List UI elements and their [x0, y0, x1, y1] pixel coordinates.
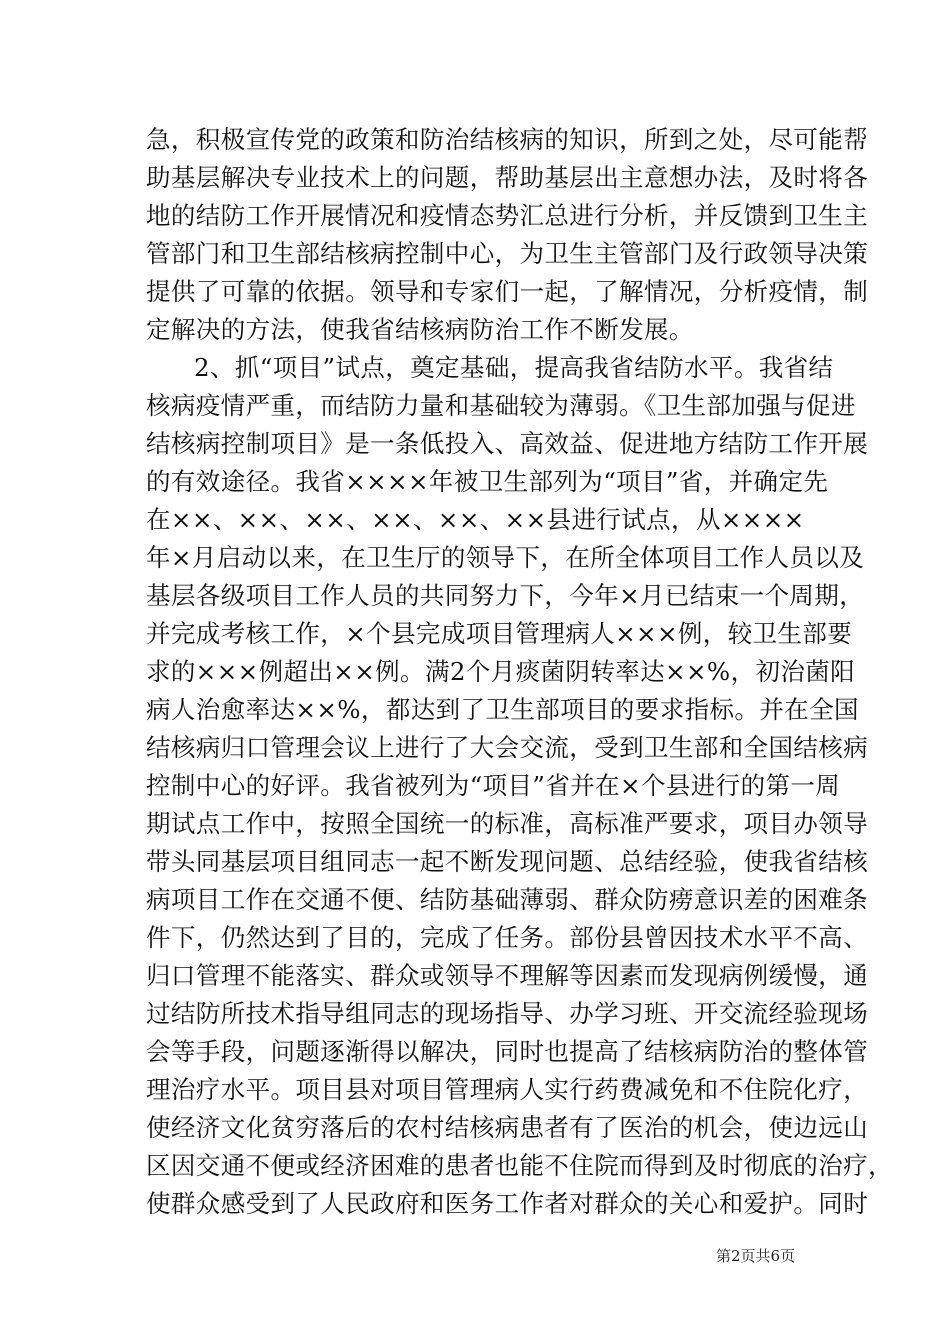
text-line: 件下，仍然达到了目的，完成了任务。部份县曾因技术水平不高、 — [146, 923, 869, 952]
text-line: 基层各级项目工作人员的共同努力下，今年×月已结束一个周期， — [146, 581, 865, 610]
text-line: 区因交通不便或经济困难的患者也能不住院而得到及时彻底的治疗， — [146, 1151, 893, 1180]
text-line: 病人治愈率达××%，都达到了卫生部项目的要求指标。并在全国 — [146, 695, 859, 724]
text-line: 理治疗水平。项目县对项目管理病人实行药费减免和不住院化疗， — [146, 1075, 869, 1104]
text-line: 地的结防工作开展情况和疫情态势汇总进行分析，并反馈到卫生主 — [146, 201, 869, 230]
text-line: 定解决的方法，使我省结核病防治工作不断发展。 — [146, 315, 694, 344]
text-line: 助基层解决专业技术上的问题，帮助基层出主意想办法，及时将各 — [146, 163, 869, 192]
text-line: 的有效途径。我省××××年被卫生部列为“项目”省，并确定先 — [146, 467, 829, 496]
text-line: 归口管理不能落实、群众或领导不理解等因素而发现病例缓慢，通 — [146, 961, 869, 990]
text-line: 并完成考核工作，×个县完成项目管理病人×××例，较卫生部要 — [146, 619, 853, 648]
text-line: 使群众感受到了人民政府和医务工作者对群众的关心和爱护。同时 — [146, 1189, 869, 1218]
paragraph-first-line: 2、抓“项目”试点，奠定基础，提高我省结防水平。我省结 — [194, 353, 834, 382]
text-line: 急，积极宣传党的政策和防治结核病的知识，所到之处，尽可能帮 — [146, 125, 869, 154]
text-line: 年×月启动以来，在卫生厅的领导下，在所全体项目工作人员以及 — [146, 543, 865, 572]
text-line: 病项目工作在交通不便、结防基础薄弱、群众防痨意识差的困难条 — [146, 885, 869, 914]
text-line: 使经济文化贫穷落后的农村结核病患者有了医治的机会，使边远山 — [146, 1113, 869, 1142]
text-line: 结核病归口管理会议上进行了大会交流，受到卫生部和全国结核病 — [146, 733, 869, 762]
text-line: 过结防所技术指导组同志的现场指导、办学习班、开交流经验现场 — [146, 999, 869, 1028]
page-number-footer: 第2页共6页 — [716, 1247, 796, 1265]
text-line: 管部门和卫生部结核病控制中心，为卫生主管部门及行政领导决策 — [146, 239, 869, 268]
text-line: 期试点工作中，按照全国统一的标准，高标准严要求，项目办领导 — [146, 809, 869, 838]
text-line: 核病疫情严重，而结防力量和基础较为薄弱。《卫生部加强与促进 — [146, 391, 856, 420]
text-line: 控制中心的好评。我省被列为“项目”省并在×个县进行的第一周 — [146, 771, 841, 800]
text-line: 结核病控制项目》是一条低投入、高效益、促进地方结防工作开展 — [146, 429, 869, 458]
text-line: 会等手段，问题逐渐得以解决，同时也提高了结核病防治的整体管 — [146, 1037, 869, 1066]
text-line: 带头同基层项目组同志一起不断发现问题、总结经验，使我省结核 — [146, 847, 869, 876]
text-line: 求的×××例超出××例。满2个月痰菌阴转率达××%，初治菌阳 — [146, 657, 856, 686]
text-line: 在××、××、××、××、××、××县进行试点，从×××× — [146, 505, 805, 534]
text-line: 提供了可靠的依据。领导和专家们一起，了解情况，分析疫情，制 — [146, 277, 869, 306]
